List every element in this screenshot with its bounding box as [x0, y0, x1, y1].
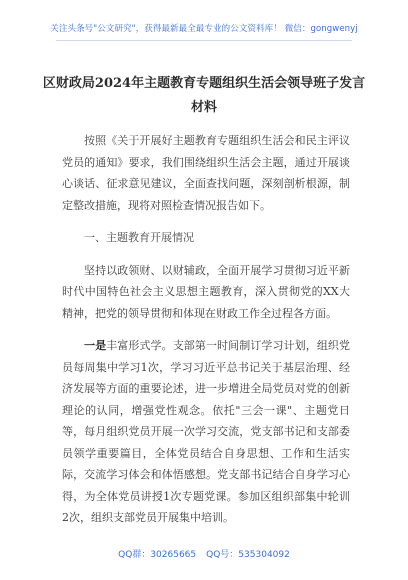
intro-paragraph: 按照《关于开展好主题教育专题组织生活会和民主评议党员的通知》要求，我们围绕组织生活会主题，通过开展谈心谈话、征求意见建议，全面查找问题，深刻剖析根源，制定整改措施，现将对照检查情况报告如下。	[62, 134, 350, 212]
section-paragraph-point-one	[62, 335, 350, 529]
footer-contact	[0, 547, 408, 560]
point-text: 丰富形式学。支部第一时间制订学习计划，组织党员每周集中学习1次，学习习近平总书记关于基层治理、经济发展等方面的重要论述，进一步增进全局党员对党的创新理论的认同，增强党性观念。依托"三会一课"、主题党日等，每月组织党员开展一次学习交流，党支部书记和支部委员领学重要篇目，全体党员结合自身思想、工作和生活实际，交流学习体会和体悟感想。党支部书记结合自身学习心得，为全体党员讲授1次专题党课。参加区组织部集中轮训2次，组织支部党员开展集中培训。	[62, 339, 351, 524]
qq-number: QQ号：535304092	[206, 550, 290, 560]
document-title: 区财政局2024年主题教育专题组织生活会领导班子发言材料	[42, 76, 366, 115]
section-heading: 一、主题教育开展情况	[84, 231, 194, 244]
header-banner: 关注头条号"公文研究"，获得最新最全最专业的公文资料库！ 微信：gongwenyj	[50, 24, 358, 34]
section-paragraph: 坚持以政领财、以财辅政，全面开展学习贯彻习近平新时代中国特色社会主义思想主题教育，深入贯彻党的XX大精神，把党的领导贯彻和体现在财政工作全过程各方面。	[62, 263, 350, 320]
document-body	[62, 130, 350, 529]
qq-group: QQ群：30265665	[118, 550, 197, 560]
header-divider	[56, 40, 352, 41]
point-lead: 一是	[84, 339, 107, 352]
